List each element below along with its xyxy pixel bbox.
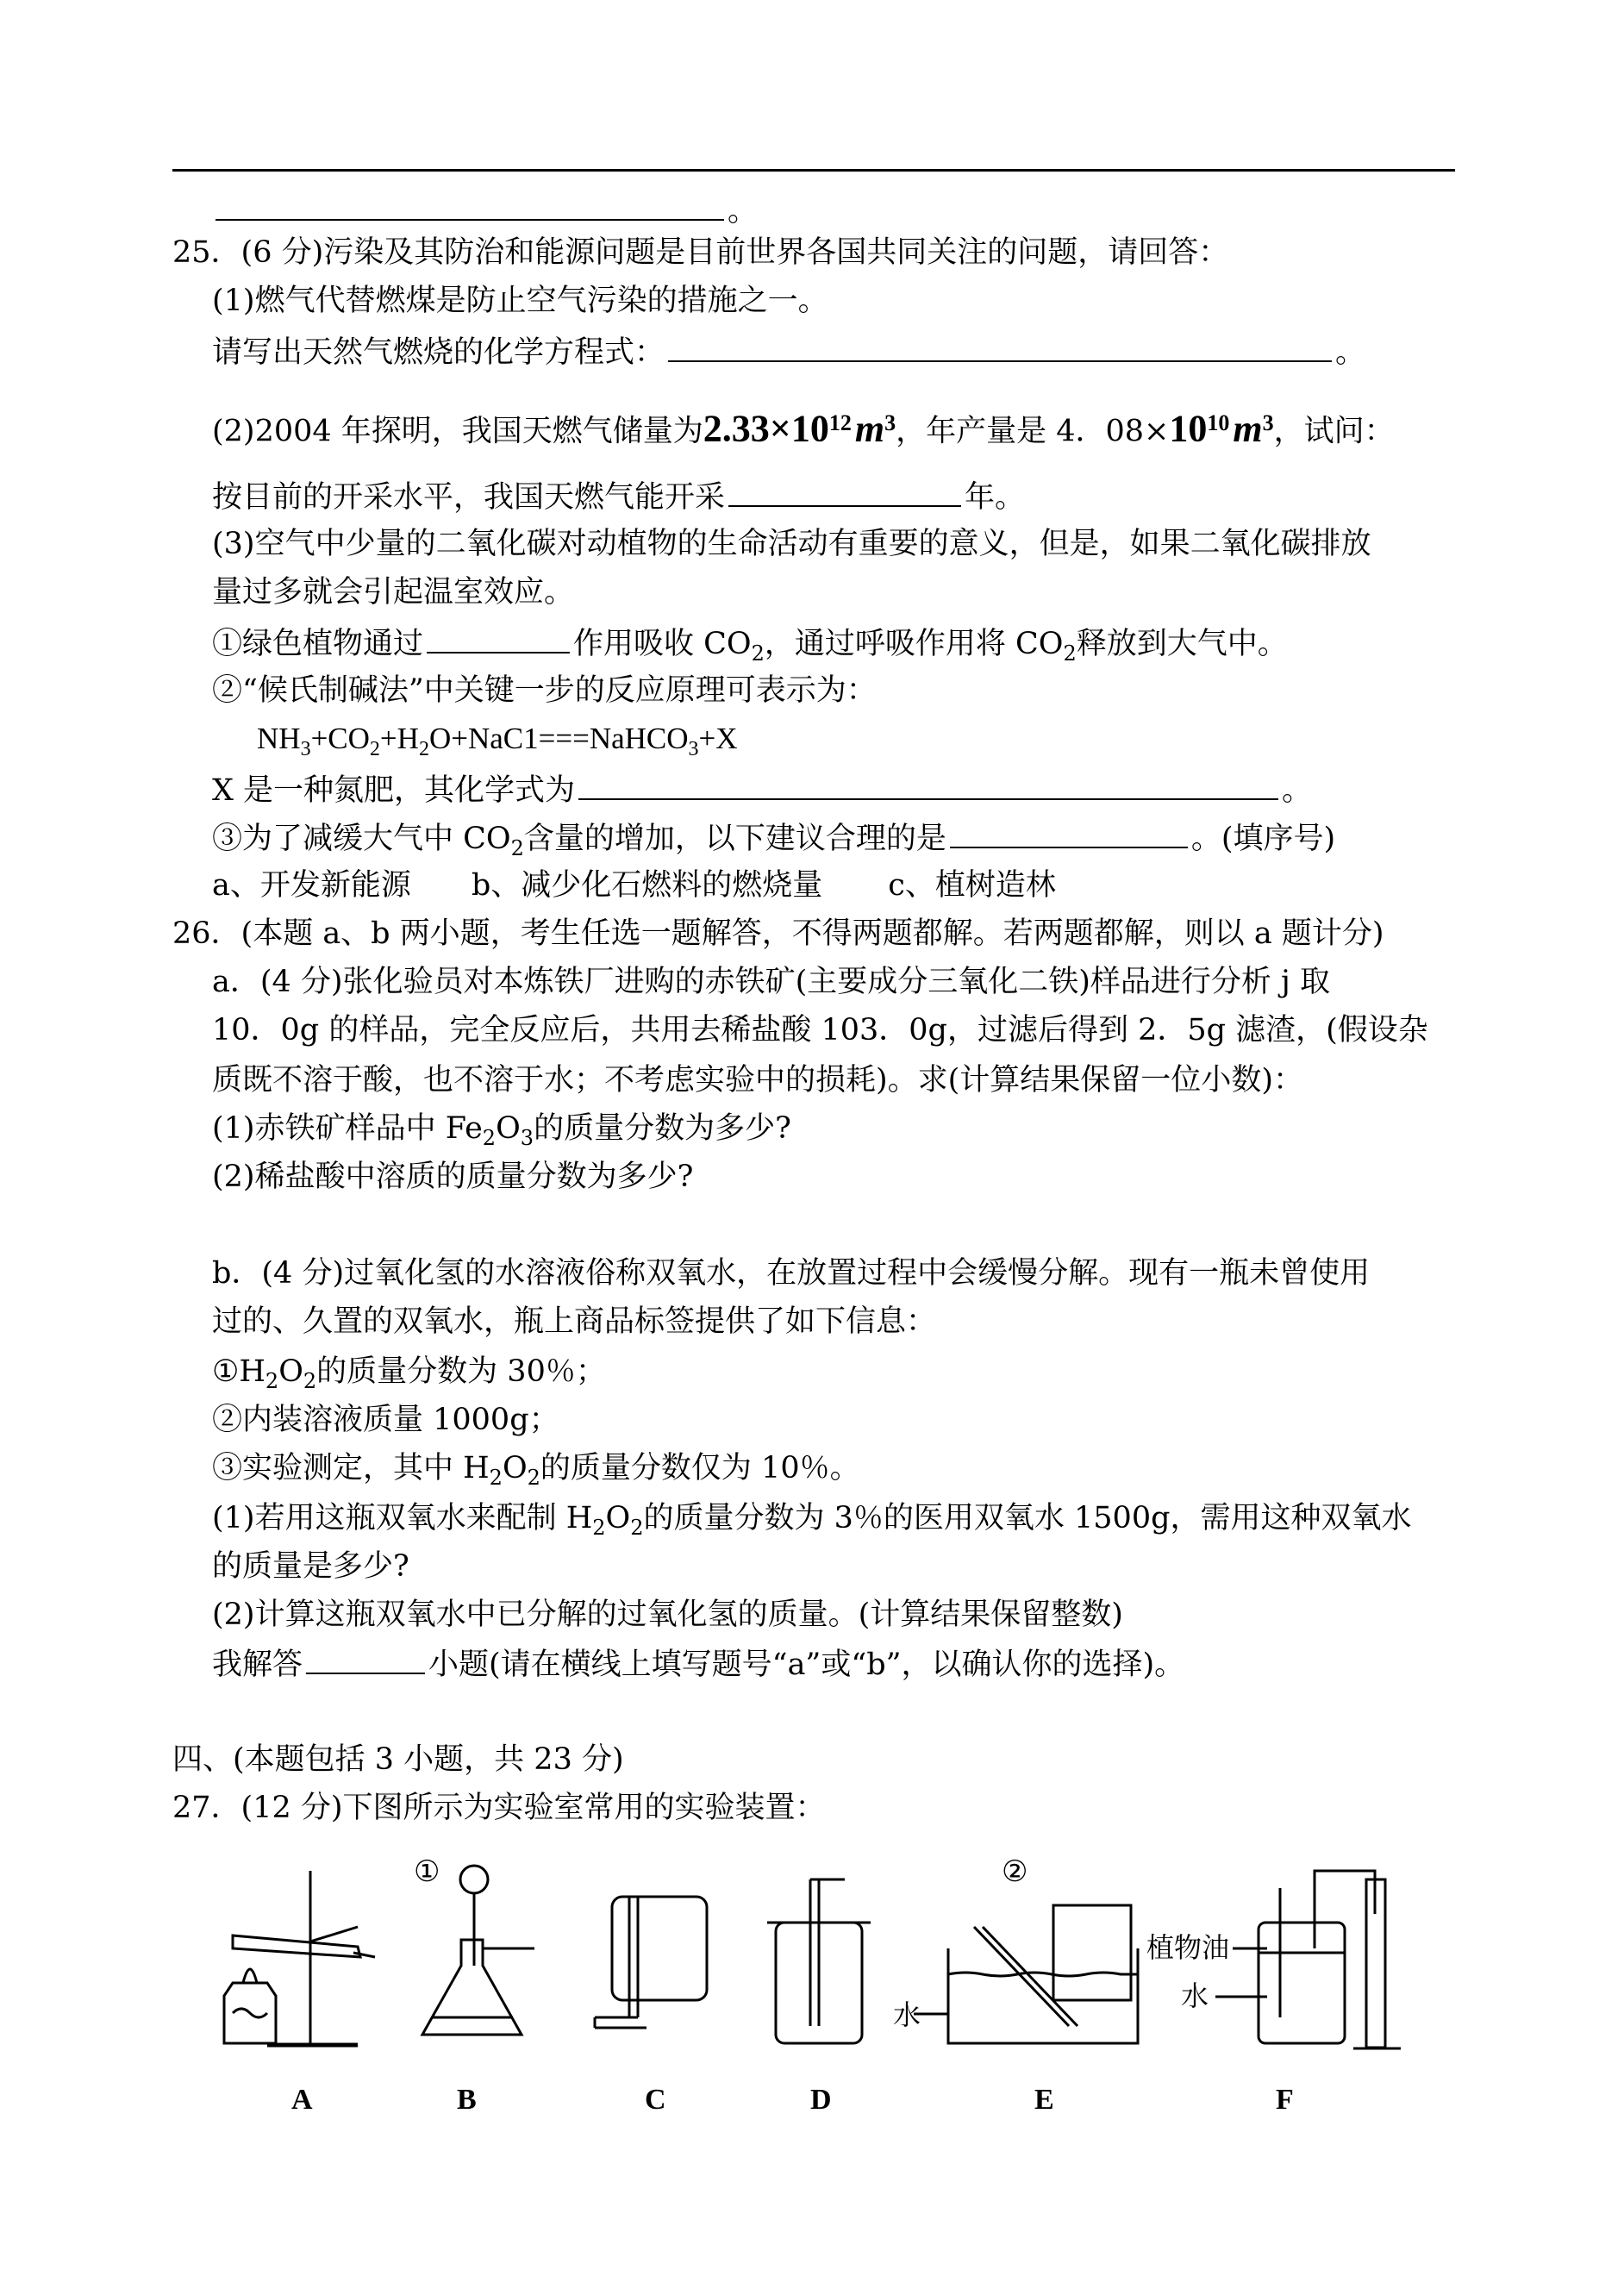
oil-label: 植物油: [1146, 1931, 1230, 1964]
choice-blank[interactable]: [306, 1645, 425, 1674]
apparatus-e: [893, 1854, 1138, 2116]
water-label-f: 水: [1181, 1979, 1209, 2012]
label-a: A: [291, 2084, 313, 2116]
reaction-equation: $NH_3+CO_2+H_2O+NaC1===NaHCO_3+X$: [257, 722, 738, 760]
q25-p3f: ③为了减缓大气中 $CO_2$含量的增加，以下建议合理的是 。(填序号): [212, 819, 1335, 866]
q26-b7: 的质量是多少?: [212, 1549, 409, 1584]
q26-b8: (2)计算这瓶双氧水中已分解的过氧化氢的质量。(计算结果保留整数): [212, 1598, 1123, 1632]
q26-b9: 我解答 小题(请在横线上填写题号“a”或“b”，以确认你的选择)。: [212, 1645, 1184, 1683]
label-f: F: [1276, 2084, 1294, 2116]
photosynthesis-blank[interactable]: [427, 624, 570, 653]
q26-b5: ③实验测定，其中 $H_2O_2$的质量分数仅为 10％。: [212, 1451, 860, 1490]
apparatus-f: [1146, 1871, 1401, 2116]
q26-a4: (1)赤铁矿样品中 $Fe_2O_3$的质量分数为多少?: [212, 1111, 791, 1150]
q25-p3d: ②“候氏制碱法”中关键一步的反应原理可表示为：: [212, 673, 877, 708]
equation-blank[interactable]: [668, 333, 1332, 362]
section4-title: 四、(本题包括 3 小题，共 23 分): [172, 1742, 624, 1777]
apparatus-figure: [207, 1845, 1431, 2138]
prev-answer-line: 。: [212, 191, 758, 229]
q25-p2: (2)2004 年探明，我国天燃气储量为$2.33\times 10^{12}m^3$，年产量是 4．$08\times 10^{10}m^3$，试问：: [212, 407, 1395, 450]
formula-blank[interactable]: [578, 771, 1278, 800]
mark-2: ②: [1002, 1854, 1028, 1889]
apparatus-a: [224, 1871, 375, 2116]
q26-title: 26．(本题 a、b 两小题，考生任选一题解答，不得两题都解。若两题都解，则以 a 题计分): [172, 916, 1384, 951]
q26-b4: ②内装溶液质量 1000g；: [212, 1403, 559, 1437]
answer-blank[interactable]: [215, 191, 724, 221]
label-c: C: [645, 2084, 666, 2116]
label-e: E: [1034, 2084, 1054, 2116]
years-blank[interactable]: [728, 478, 961, 507]
apparatus-c: [595, 1897, 707, 2116]
q25-p3c: ①绿色植物通过 作用吸收 $CO_2$，通过呼吸作用将 $CO_2$释放到大气中。: [212, 624, 1288, 672]
label-b: B: [457, 2084, 477, 2116]
mark-1: ①: [414, 1854, 440, 1889]
q27-title: 27．(12 分)下图所示为实验室常用的实验装置：: [172, 1791, 826, 1825]
q25-options: a、开发新能源 b、减少化石燃料的燃烧量 c、植树造林: [212, 868, 1056, 903]
q25-title: 25．(6 分)污染及其防治和能源问题是目前世界各国共同关注的问题，请回答：: [172, 235, 1229, 270]
apparatus-b: [414, 1854, 534, 2116]
q25-p2b: 按目前的开采水平，我国天燃气能开采 年。: [212, 478, 1025, 516]
q26-b1: b．(4 分)过氧化氢的水溶液俗称双氧水，在放置过程中会缓慢分解。现有一瓶未曾使用: [212, 1256, 1371, 1291]
q26-b2: 过的、久置的双氧水，瓶上商品标签提供了如下信息：: [212, 1304, 937, 1339]
label-d: D: [810, 2084, 832, 2116]
water-label-e: 水: [893, 1998, 921, 2031]
q26-a2: 10．0g 的样品，完全反应后，共用去稀盐酸 103．0g，过滤后得到 2．5g 滤渣，(假设杂: [212, 1013, 1428, 1047]
q26-b3: $①H_2O_2$的质量分数为 30％；: [212, 1354, 606, 1393]
q26-a1: a．(4 分)张化验员对本炼铁厂进购的赤铁矿(主要成分三氧化二铁)样品进行分析 j 取: [212, 965, 1330, 999]
q26-a5: (2)稀盐酸中溶质的质量分数为多少?: [212, 1160, 694, 1194]
q25-p1b: 请写出天然气燃烧的化学方程式： 。: [212, 333, 1365, 371]
q25-p3a: (3)空气中少量的二氧化碳对动植物的生命活动有重要的意义，但是，如果二氧化碳排放: [212, 527, 1371, 561]
option-blank[interactable]: [950, 819, 1188, 848]
q26-a3: 质既不溶于酸，也不溶于水；不考虑实验中的损耗)。求(计算结果保留一位小数)：: [212, 1063, 1303, 1097]
q25-p1a: (1)燃气代替燃煤是防止空气污染的措施之一。: [212, 284, 828, 318]
q25-p3e: X 是一种氮肥，其化学式为 。: [212, 771, 1312, 809]
top-rule: [172, 169, 1455, 172]
apparatus-d: [767, 1879, 871, 2116]
q25-p3b: 量过多就会引起温室效应。: [212, 575, 575, 610]
q26-b6: (1)若用这瓶双氧水来配制 $H_2O_2$的质量分数为 3％的医用双氧水 1500g，需用这种双氧水: [212, 1501, 1412, 1540]
